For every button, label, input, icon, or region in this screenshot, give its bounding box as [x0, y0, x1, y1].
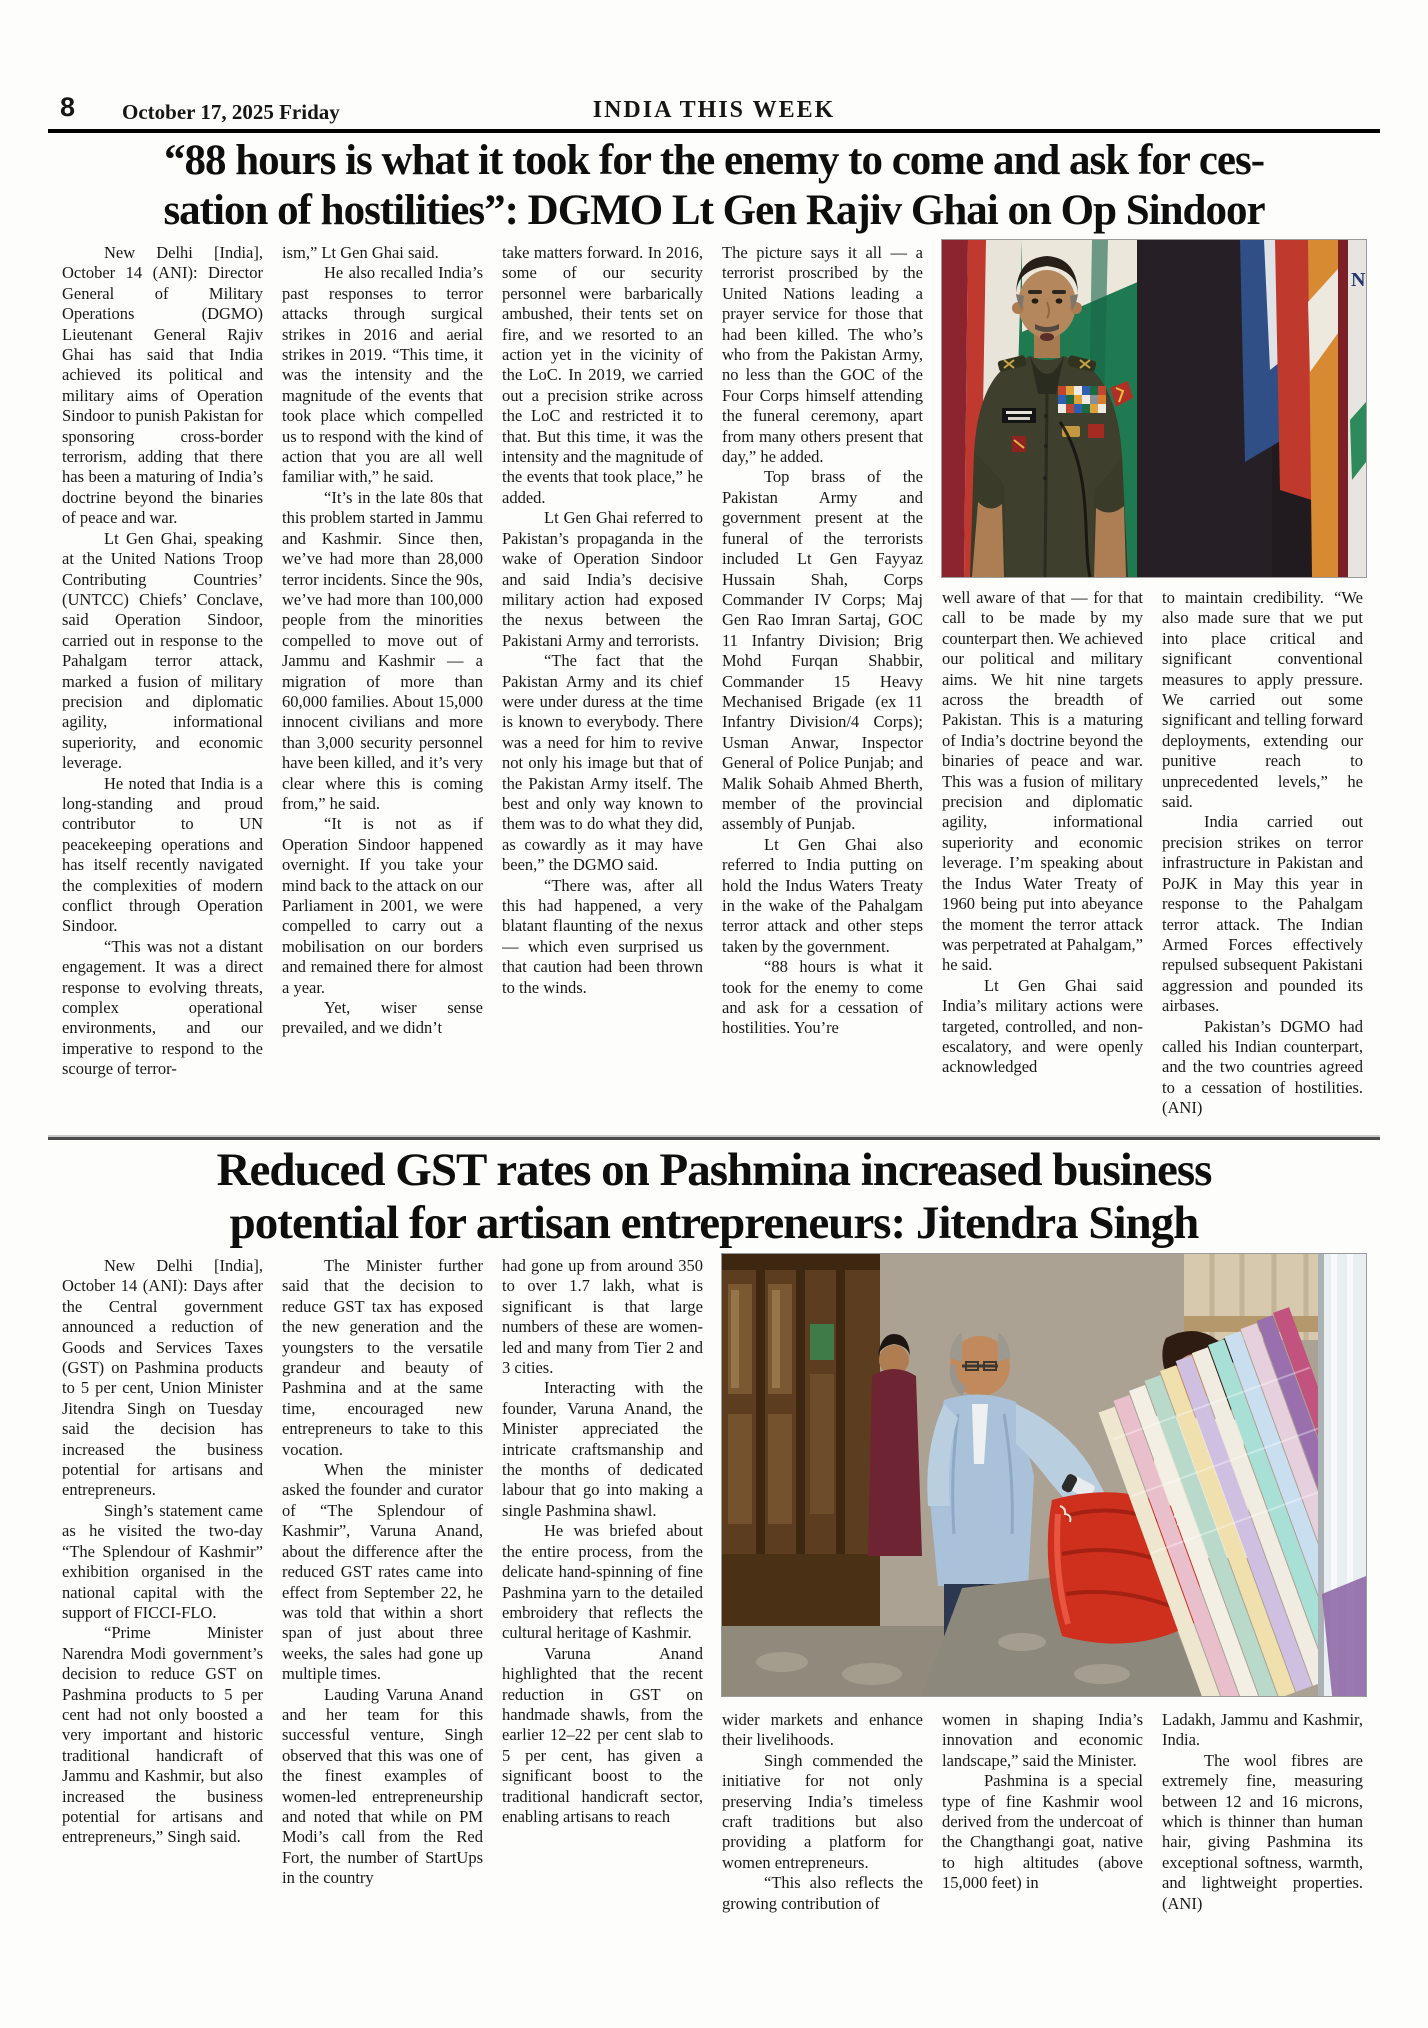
svg-text:N: N: [1351, 269, 1366, 291]
body-paragraph: He noted that India is a long-standing and proud contributor to UN peacekeeping operations and has itself recently navigated the complexities of modern conflict through Operation Sindoor.: [62, 773, 263, 936]
medal-ribbons: [1058, 386, 1106, 413]
body-paragraph: “The fact that the Pakistan Army and its chief were under duress at the time is known to everybody. There was a need for him to revive not only his image but that of the Pakistan Army itself. The best and only way known to them was to do what they did, as cowardly as it may have been,” the DGMO said.: [502, 651, 703, 875]
body-paragraph: Yet, wiser sense prevailed, and we didn’t: [282, 998, 483, 1038]
article1-column-3: [502, 243, 703, 1133]
article2-column-2: [282, 1256, 483, 1948]
article1-column-5: [942, 588, 1143, 1133]
body-paragraph: Pakistan’s DGMO had called his Indian counterpart, and the two countries agreed to a cessation of hostilities. (ANI): [1162, 1016, 1363, 1118]
body-paragraph: Top brass of the Pakistan Army and government present at the funeral of the terrorists included Lt Gen Fayyaz Hussain Shah, Corps Commander IV Corps; Maj Gen Rao Imran Sartaj, GOC 11 Infantry Division; Brig Mohd Furqan Shabbir, Commander 15 Heavy Mechanised Brigade (ex 11 Infantry Division/4 Corps); Usman Anwar, Inspector General of Police Punjab; and Malik Sohaib Ahmed Bherth, member of the provincial assembly of Punjab.: [722, 467, 923, 834]
body-paragraph: The Minister further said that the decision to reduce GST tax has exposed the new generation and the youngsters to the versatile grandeur and beauty of Pashmina and at the same time, encouraged new entrepreneurs to take to this vocation.: [282, 1256, 483, 1459]
body-paragraph: The picture says it all — a terrorist proscribed by the United Nations leading a prayer service for those that had been killed. The who’s who from the Pakistan Army, no less than the GOC of the Four Corps himself attending the funeral ceremony, apart from many others present that day,” he added.: [722, 243, 923, 467]
body-paragraph: “It’s in the late 80s that this problem started in Jammu and Kashmir. Since then, we’ve had more than 28,000 terror incidents. Since the 90s, we’ve had more than 100,000 people from the minorities compelled to move out of Jammu and Kashmir — a migration of more than 60,000 families. About 15,000 innocent civilians and more than 3,000 security personnel have been killed, and it’s very clear where this is coming from,” he said.: [282, 487, 483, 813]
article2-column-3: [502, 1256, 703, 1948]
body-paragraph: Singh’s statement came as he visited the two-day “The Splendour of Kashmir” exhibition organised in the national capital with the support of FICCI-FLO.: [62, 1500, 263, 1622]
body-paragraph: take matters forward. In 2016, some of our security personnel were barbarically ambushed, their tents set on fire, and we resorted to an action yet in the vicinity of the LoC. In 2019, we carried out a precision strike across the LoC and restricted it to that. But this time, it was the intensity and the magnitude of the events that took place,” he added.: [502, 243, 703, 507]
body-paragraph: Lt Gen Ghai referred to Pakistan’s propaganda in the wake of Operation Sindoor and said India’s decisive military action had exposed the nexus between the Pakistani Army and terrorists.: [502, 508, 703, 650]
body-paragraph: “This was not a distant engagement. It was a direct response to evolving threats, complex operational environments, and our imperative to respond to the scourge of terror-: [62, 936, 263, 1079]
body-paragraph: When the minister asked the founder and curator of “The Splendour of Kashmir”, Varuna Anand, about the difference after the reduced GST rates came into effect from September 22, he was told that within a short span of just about three weeks, the sales had gone up multiple times.: [282, 1460, 483, 1684]
body-paragraph: India carried out precision strikes on terror infrastructure in Pakistan and PoJK in May this year in response to the Pahalgam terror attack. The Indian Armed Forces effectively repulsed subsequent Pakistani aggression and pounded its airbases.: [1162, 812, 1363, 1016]
headline-line: potential for artisan entrepreneurs: Jitendra Singh: [229, 1197, 1199, 1249]
body-paragraph: “There was, after all this had happened, a very blatant flaunting of the nexus — which even surprised us that caution had been thrown to the winds.: [502, 875, 703, 997]
body-paragraph: women in shaping India’s innovation and economic landscape,” said the Minister.: [942, 1710, 1143, 1770]
body-paragraph: wider markets and enhance their livelihoods.: [722, 1710, 923, 1750]
body-paragraph: “This also reflects the growing contribution of: [722, 1873, 923, 1913]
body-paragraph: “Prime Minister Narendra Modi government’s decision to reduce GST on Pashmina products to 5 per cent had not only boosted a very important and historic traditional handicraft of Jammu and Kashmir, but also increased the business potential for artisans and entrepreneurs,” Singh said.: [62, 1623, 263, 1847]
body-paragraph: Pashmina is a special type of fine Kashmir wool derived from the undercoat of the Changthangi goat, native to high altitudes (above 15,000 feet) in: [942, 1771, 1143, 1893]
masthead-title: INDIA THIS WEEK: [592, 97, 836, 123]
article2-column-1: [62, 1256, 263, 1948]
window: [1318, 1254, 1366, 1696]
article2-column-5: [942, 1710, 1143, 1948]
article2-photo-pashmina-exhibition: [722, 1254, 1366, 1696]
body-paragraph: Varuna Anand highlighted that the recent reduction in GST on handmade shawls, from the earlier 12–22 per cent slab to 5 per cent, has given a significant boost to the traditional handicraft sector, enabling artisans to reach: [502, 1643, 703, 1826]
headline-line: “88 hours is what it took for the enemy to come and ask for ces-: [163, 137, 1265, 184]
article1-photo-dgmo-press-conference: [942, 240, 1366, 577]
body-paragraph: ism,” Lt Gen Ghai said.: [282, 243, 439, 262]
article1-headline: [40, 136, 1388, 236]
body-paragraph: “It is not as if Operation Sindoor happened overnight. If you take your mind back to the attack on our Parliament in 2001, we were compelled to carry out a mobilisation on our borders and remained there for almost a year.: [282, 814, 483, 997]
header-rule: [48, 129, 1380, 133]
body-paragraph: Lt Gen Ghai, speaking at the United Nations Troop Contributing Countries’ (UNTCC) Chiefs’ Conclave, said Operation Sindoor, carried out in response to the Pahalgam terror attack, marked a fusion of military precision and diplomatic agility, informational superiority, and economic leverage.: [62, 528, 263, 773]
article-divider-rule: [48, 1135, 1380, 1140]
body-paragraph: New Delhi [India], October 14 (ANI): Days after the Central government announced a reduction of Goods and Services Taxes (GST) on Pashmina products to 5 per cent, Union Minister Jitendra Singh on Tuesday said the decision has increased the business potential for artisans and entrepreneurs.: [62, 1256, 263, 1500]
body-paragraph: “88 hours is what it took for the enemy to come and ask for a cessation of hostilities. You’re: [722, 957, 923, 1038]
headline-line: Reduced GST rates on Pashmina increased business: [216, 1144, 1212, 1196]
body-paragraph: had gone up from around 350 to over 1.7 lakh, what is significant is that large numbers of these are women-led and many from Tier 2 and 3 cities.: [502, 1256, 703, 1378]
body-paragraph: The wool fibres are extremely fine, measuring between 12 and 16 microns, which is thinner than human hair, giving Pashmina its exceptional softness, warmth, and lightweight properties. (ANI): [1162, 1750, 1363, 1913]
article1-column-6: [1162, 588, 1363, 1133]
name-badge: [1002, 408, 1036, 423]
article2-headline: [40, 1144, 1388, 1250]
page-date: October 17, 2025 Friday: [122, 100, 340, 124]
article2-column-4: [722, 1710, 923, 1948]
article1-column-1: [62, 243, 263, 1133]
article1-column-4: [722, 243, 923, 1133]
article1-column-2: [282, 243, 483, 1133]
headline-line: sation of hostilities”: DGMO Lt Gen Rajiv Ghai on Op Sindoor: [163, 187, 1265, 234]
body-paragraph: He also recalled India’s past responses to terror attacks through surgical strikes in 2016 and aerial strikes in 2019. “This time, it was the intensity and the magnitude of the events that took place which compelled us to respond with the kind of action that you are all well familiar with,” he said.: [282, 263, 483, 487]
body-paragraph: Ladakh, Jammu and Kashmir, India.: [1162, 1710, 1363, 1750]
body-paragraph: well aware of that — for that call to be made by my counterpart then. We achieved our political and military aims. We hit nine targets across the breadth of Pakistan. This is a maturing of India’s doctrine beyond the binaries of peace and war. This was a fusion of military precision and diplomatic agility, informational superiority and economic leverage. I’m speaking about the Indus Water Treaty of 1960 being put into abeyance the moment the terror attack was perpetrated at Pahalgam,” he said.: [942, 588, 1143, 975]
body-paragraph: Lt Gen Ghai said India’s military actions were targeted, controlled, and non-escalatory, and were openly acknowledged: [942, 975, 1143, 1077]
body-paragraph: Singh commended the initiative for not only preserving India’s timeless craft traditions but also providing a platform for women entrepreneurs.: [722, 1750, 923, 1872]
body-paragraph: Lauding Varuna Anand and her team for this successful venture, Singh observed that this was one of the finest examples of women-led entrepreneurship and noted that while on PM Modi’s call from the Red Fort, the number of StartUps in the country: [282, 1684, 483, 1888]
page-number: 8: [60, 92, 76, 122]
body-paragraph: Interacting with the founder, Varuna Anand, the Minister appreciated the intricate craftsmanship and the months of dedicated labour that go into making a single Pashmina shawl.: [502, 1378, 703, 1520]
article2-column-6: [1162, 1710, 1363, 1948]
body-paragraph: Lt Gen Ghai also referred to India putting on hold the Indus Waters Treaty in the wake of the Pahalgam terror attack and other steps taken by the government.: [722, 834, 923, 956]
body-paragraph: to maintain credibility. “We also made sure that we put into place critical and significant conventional measures to apply pressure. We carried out some significant and telling forward deployments, extending our punitive reach to unprecedented levels,” he said.: [1162, 588, 1363, 812]
body-paragraph: New Delhi [India], October 14 (ANI): Director General of Military Operations (DGMO) Lieutenant General Rajiv Ghai has said that India achieved its political and military aims of Operation Sindoor to punish Pakistan for sponsoring cross-border terrorism, adding that there has been a maturing of India’s doctrine beyond the binaries of peace and war.: [62, 243, 263, 528]
body-paragraph: He was briefed about the entire process, from the delicate hand-spinning of fine Pashmina yarn to the detailed embroidery that reflects the cultural heritage of Kashmir.: [502, 1521, 703, 1643]
